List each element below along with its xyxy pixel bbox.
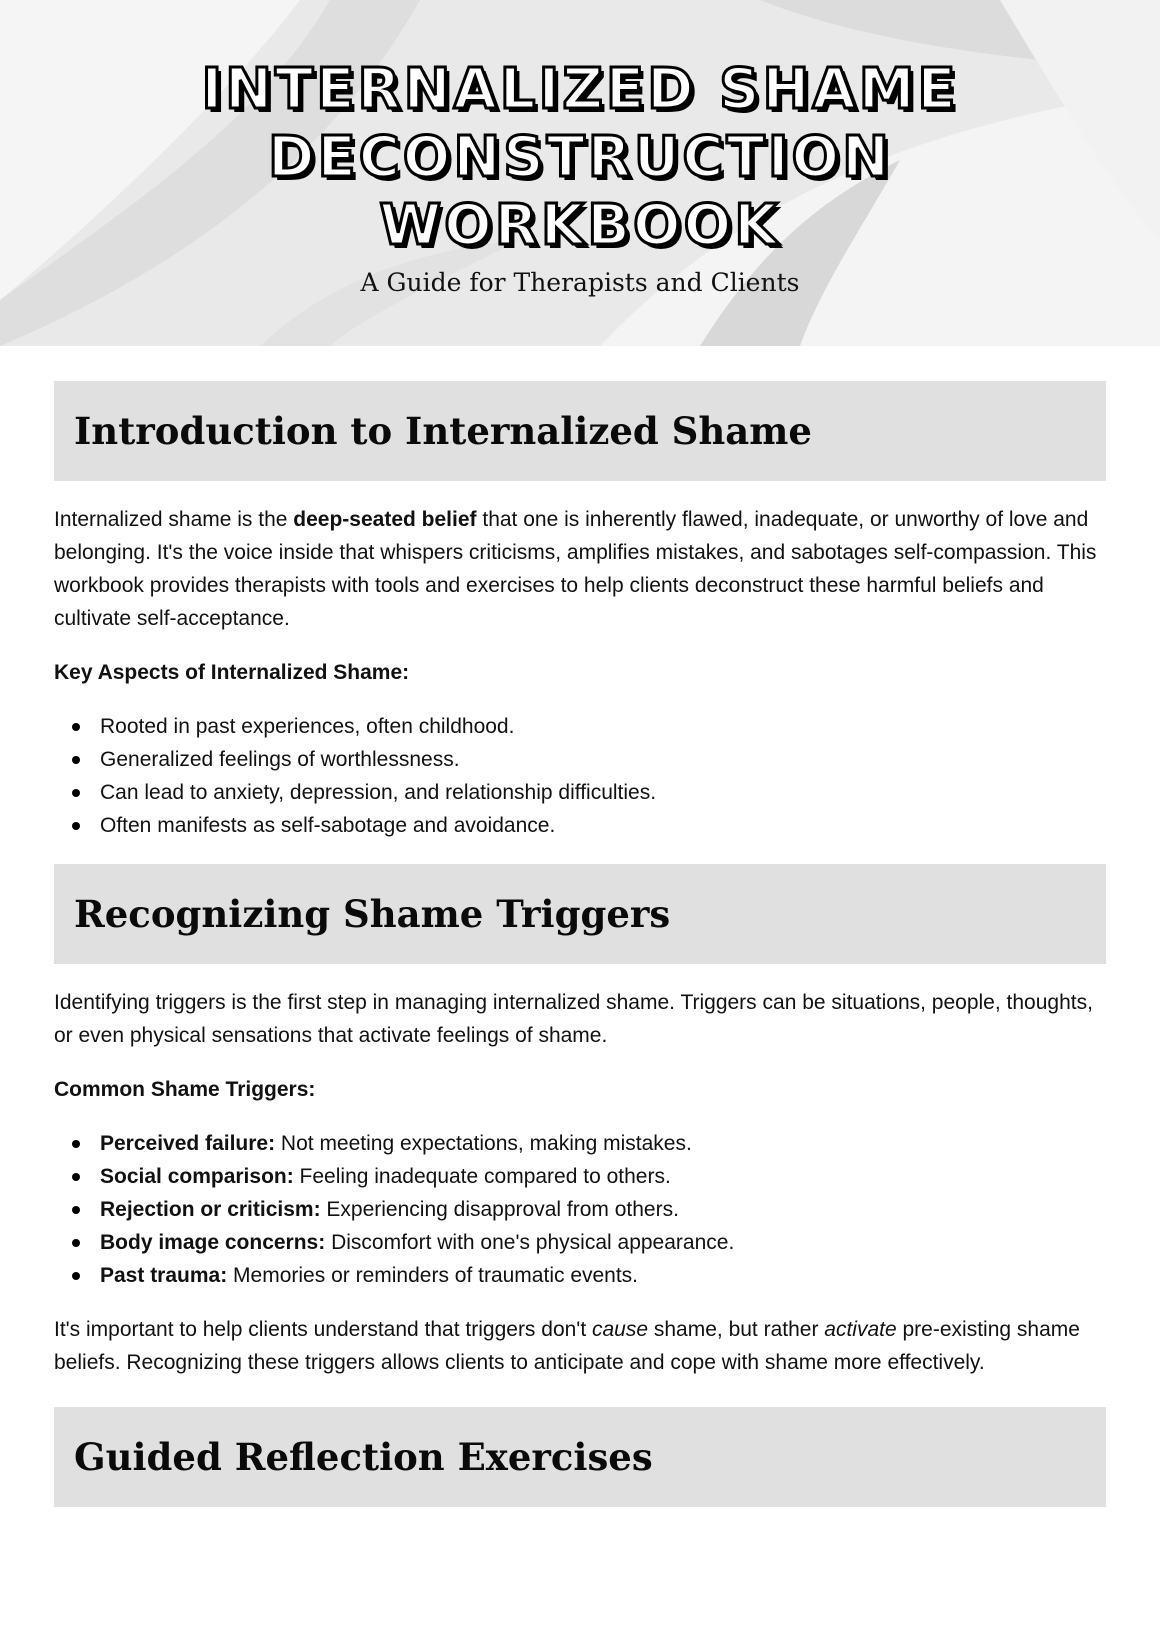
section-heading-introduction: Introduction to Internalized Shame xyxy=(54,381,1106,481)
list-item xyxy=(100,1259,1106,1292)
trigger-term: Body image concerns: xyxy=(100,1231,326,1254)
section-heading-triggers: Recognizing Shame Triggers xyxy=(54,864,1106,964)
trigger-desc: Memories or reminders of traumatic events. xyxy=(227,1264,639,1287)
list-item xyxy=(100,1127,1106,1160)
title-line: DECONSTRUCTION xyxy=(267,125,893,190)
list-item xyxy=(100,1160,1106,1193)
list-item xyxy=(100,1193,1106,1226)
intro-text-end: that one is inherently flawed, inadequate, or unworthy of love and belonging. It's the voice inside that whispers criticisms, amplifies mistakes, and sabotages self-compassion. This workbook provides therapists with tools and exercises to help clients deconstruct these harmful beliefs and cultivate self-acceptance. xyxy=(54,508,1097,630)
list-item: Often manifests as self-sabotage and avoidance. xyxy=(100,809,1106,842)
trigger-term: Rejection or criticism: xyxy=(100,1198,321,1221)
list-item: Rooted in past experiences, often childhood. xyxy=(100,710,1106,743)
header-banner xyxy=(0,0,1160,346)
common-triggers-list xyxy=(54,1127,1106,1292)
intro-paragraph xyxy=(54,503,1106,635)
main-content xyxy=(54,381,1106,1507)
intro-text-bold: deep-seated belief xyxy=(293,508,477,531)
trigger-desc: Not meeting expectations, making mistakes. xyxy=(275,1132,692,1155)
triggers-paragraph: Identifying triggers is the first step in managing internalized shame. Triggers can be situations, people, thoughts, or even physical sensations that activate feelings of shame. xyxy=(54,991,1093,1047)
list-item: Can lead to anxiety, depression, and relationship difficulties. xyxy=(100,776,1106,809)
key-aspects-list xyxy=(54,710,1106,842)
closing-emphasis: cause xyxy=(591,1318,649,1341)
trigger-term: Perceived failure: xyxy=(100,1132,276,1155)
trigger-desc: Discomfort with one's physical appearance. xyxy=(325,1231,735,1254)
title-line: WORKBOOK xyxy=(379,193,781,258)
closing-emphasis: activate xyxy=(824,1318,897,1341)
list-item xyxy=(100,1226,1106,1259)
triggers-closing-paragraph xyxy=(54,1313,1106,1379)
title-line: INTERNALIZED SHAME xyxy=(201,57,959,122)
closing-text: shame, but rather xyxy=(648,1318,825,1341)
trigger-desc: Feeling inadequate compared to others. xyxy=(293,1165,671,1188)
trigger-term: Past trauma: xyxy=(100,1264,228,1287)
common-triggers-label: Common Shame Triggers: xyxy=(54,1078,316,1101)
trigger-desc: Experiencing disapproval from others. xyxy=(320,1198,679,1221)
page-title xyxy=(0,56,1160,260)
trigger-term: Social comparison: xyxy=(100,1165,294,1188)
section-heading-reflection: Guided Reflection Exercises xyxy=(54,1407,1106,1507)
closing-text: pre-existing shame beliefs. Recognizing these triggers allows clients to anticipate and cope with shame more effectively. xyxy=(54,1318,1080,1374)
key-aspects-label: Key Aspects of Internalized Shame: xyxy=(54,661,410,684)
intro-text-start: Internalized shame is the xyxy=(54,508,294,531)
page-subtitle: A Guide for Therapists and Clients xyxy=(360,268,800,297)
list-item: Generalized feelings of worthlessness. xyxy=(100,743,1106,776)
closing-text: It's important to help clients understand that triggers don't xyxy=(54,1318,592,1341)
